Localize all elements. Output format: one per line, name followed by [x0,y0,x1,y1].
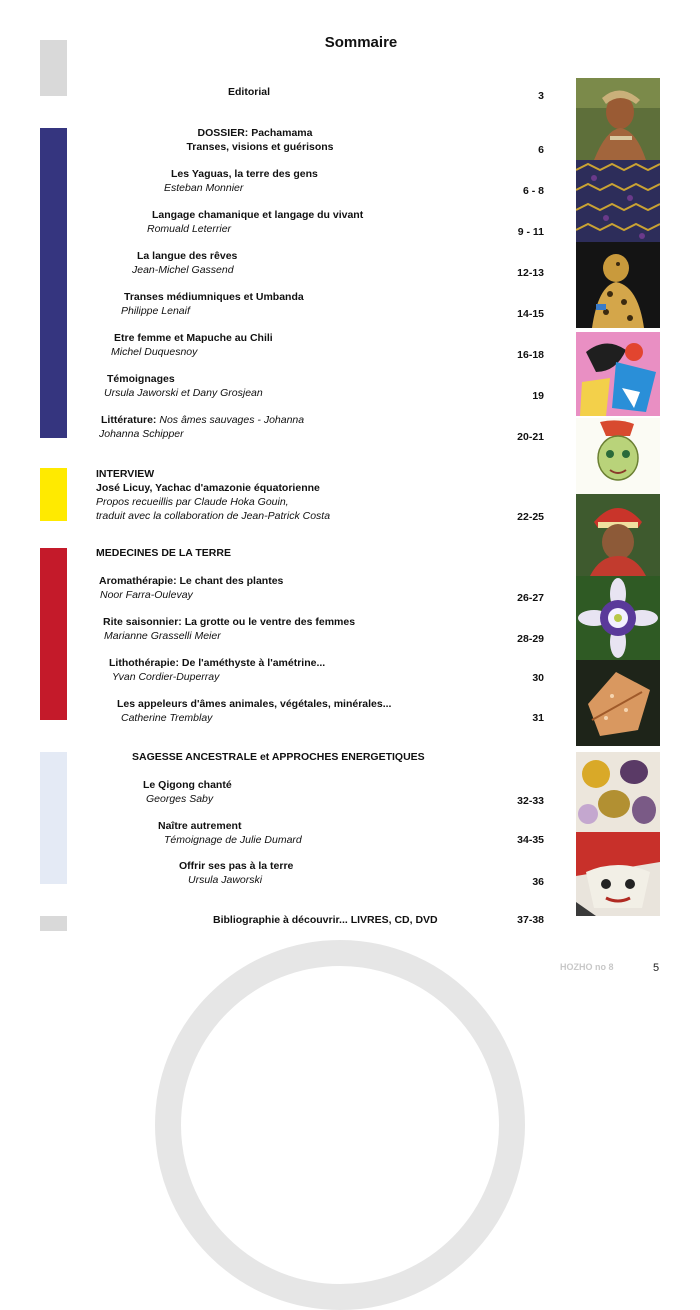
article-title[interactable]: Le Qigong chanté [143,779,232,791]
article-author: Philippe Lenaif [121,305,190,317]
article-page: 16-18 [517,349,544,361]
section-heading: MEDECINES DE LA TERRE [96,547,231,559]
section-bar-pale [40,752,67,884]
editorial-page: 3 [538,90,544,102]
section-bar-grey-bottom [40,916,67,931]
article-page: 9 - 11 [517,226,544,238]
bibliography-page: 37-38 [517,914,544,926]
litterature-label: Littérature: [101,414,157,426]
interview-credit: traduit avec la collaboration de Jean-Patrick Costa [96,510,331,522]
litterature-work: Nos âmes sauvages - Johanna [159,414,305,426]
thumbnail-colorful-painting [576,332,660,416]
article-author: Georges Saby [146,793,214,805]
thumbnail-headdress-portrait [576,494,660,576]
article-author: Esteban Monnier [164,182,244,194]
article-page: 14-15 [517,308,544,320]
article-title[interactable]: Transes médiumniques et Umbanda [124,291,304,303]
article-page: 36 [532,876,544,888]
section-bar-yellow [40,468,67,521]
editorial-title[interactable]: Editorial [228,86,271,98]
thumbnail-passion-flower [576,576,660,660]
article-title[interactable]: Les appeleurs d'âmes animales, végétales, minérales... [117,698,392,710]
article-author: Romuald Leterrier [147,223,232,235]
article-title[interactable]: Etre femme et Mapuche au Chili [114,332,273,344]
interview-page: 22-25 [517,511,544,523]
thumbnail-autumn-leaf [576,660,660,746]
section-bar-blue [40,128,67,438]
interview-heading: INTERVIEW [96,468,155,480]
decorative-arc [155,940,525,1310]
article-title[interactable]: Témoignages [107,373,175,385]
footer-magazine-name: HOZHO no 8 [560,962,614,972]
article-title[interactable]: Rite saisonnier: La grotte ou le ventre des femmes [103,616,356,628]
article-page: 30 [532,672,544,684]
article-title[interactable]: Naître autrement [158,820,242,832]
interview-title[interactable]: José Licuy, Yachac d'amazonie équatorienne [96,482,320,494]
article-title[interactable]: Lithothérapie: De l'améthyste à l'amétrine... [109,657,326,669]
litterature-line[interactable] [101,414,304,426]
article-title[interactable]: La langue des rêves [137,250,238,262]
article-page: 32-33 [517,795,544,807]
article-author: Michel Duquesnoy [111,346,198,358]
article-author: Catherine Tremblay [121,712,213,724]
article-author: Yvan Cordier-Duperray [112,671,220,683]
article-title[interactable]: Offrir ses pas à la terre [179,860,294,872]
article-page: 31 [532,712,544,724]
article-title[interactable]: Aromathérapie: Le chant des plantes [99,575,284,587]
section-heading: SAGESSE ANCESTRALE et APPROCHES ENERGETIQUES [132,751,425,763]
article-page: 28-29 [517,633,544,645]
dossier-page: 6 [538,144,544,156]
section-bar-grey-top [40,40,67,96]
thumbnail-crystals [576,752,660,832]
page-title: Sommaire [324,34,398,51]
thumbnail-shaman-portrait [576,78,660,160]
litterature-author: Johanna Schipper [99,428,184,440]
article-title[interactable]: Langage chamanique et langage du vivant [152,209,364,221]
litterature-page: 20-21 [517,431,544,443]
article-page: 6 - 8 [522,185,544,197]
article-page: 12-13 [517,267,544,279]
interview-credit: Propos recueillis par Claude Hoka Gouin, [96,496,289,508]
dossier-subtitle: Transes, visions et guérisons [186,141,334,153]
article-author: Ursula Jaworski et Dany Grosjean [104,387,263,399]
thumbnail-mask-illustration [576,418,660,494]
article-author: Ursula Jaworski [188,874,263,886]
thumbnail-textile-pattern [576,160,660,242]
article-title[interactable]: Les Yaguas, la terre des gens [171,168,318,180]
section-bar-red [40,548,67,720]
article-page: 26-27 [517,592,544,604]
dossier-label[interactable]: DOSSIER: Pachamama [197,127,313,139]
bibliography-title[interactable]: Bibliographie à découvrir... LIVRES, CD, DVD [213,914,438,926]
article-author: Témoignage de Julie Dumard [164,834,302,846]
article-author: Marianne Grasselli Meier [104,630,221,642]
thumbnail-bodypaint-figure [576,242,660,328]
article-page: 19 [532,390,544,402]
footer-page-number: 5 [653,962,660,974]
thumbnail-red-masks [576,832,660,916]
article-author: Jean-Michel Gassend [132,264,234,276]
article-page: 34-35 [517,834,544,846]
article-author: Noor Farra-Oulevay [100,589,193,601]
